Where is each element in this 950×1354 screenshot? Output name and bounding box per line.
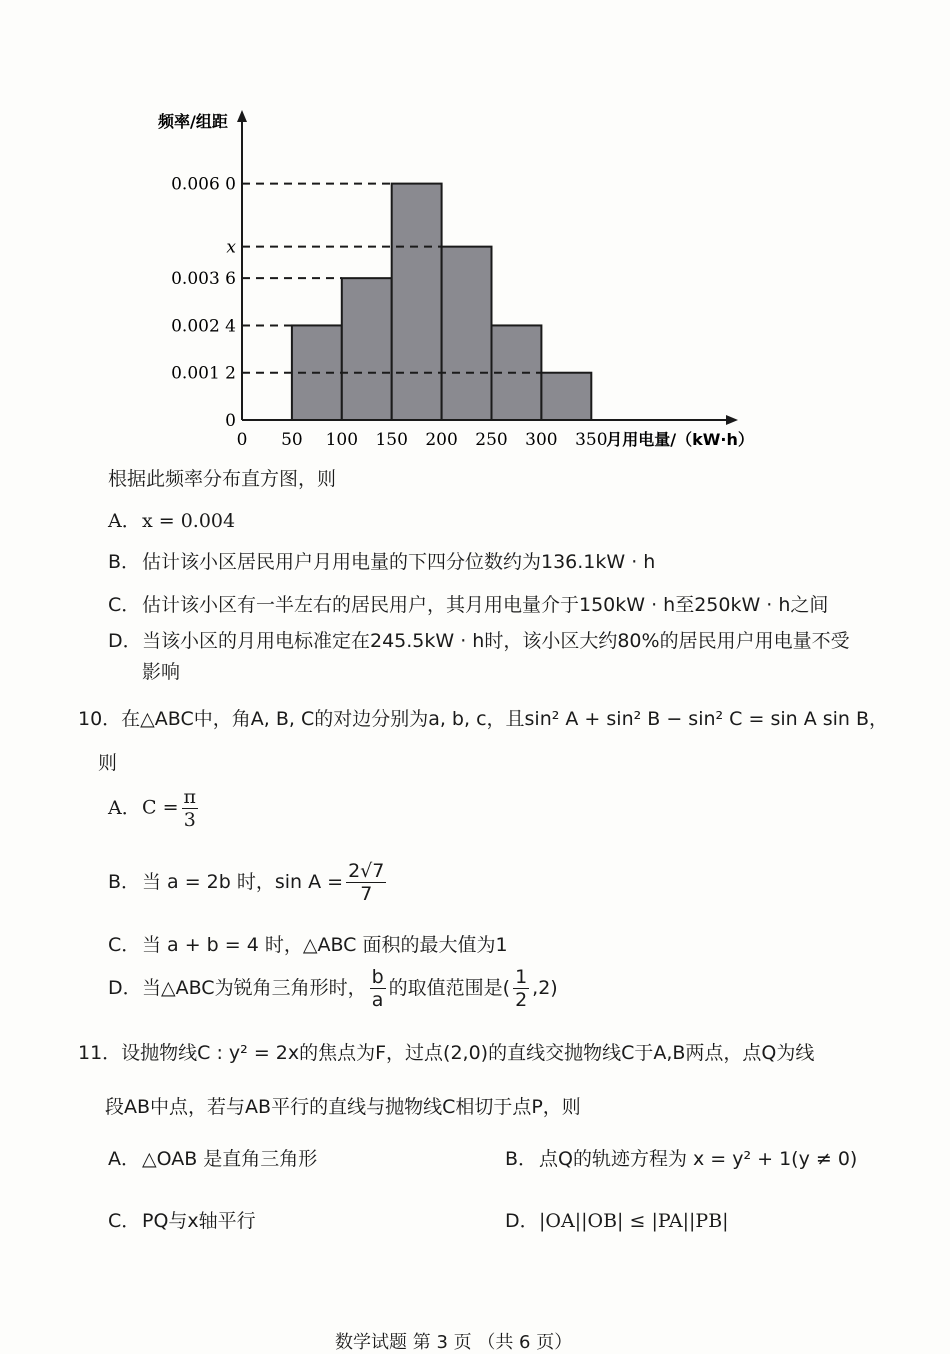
q11-option-b — [505, 1146, 857, 1172]
q11-stem: 11．设抛物线C : y² = 2x的焦点为F，过点(2,0)的直线交抛物线C于A,B两点，点Q为线 — [78, 1042, 815, 1064]
q9-option-d — [108, 628, 850, 654]
numerator: π — [183, 786, 196, 808]
numerator: 2√7 — [348, 860, 385, 882]
option-pre: 当△ABC为锐角三角形时， — [142, 977, 367, 999]
q9-intro: 根据此频率分布直方图，则 — [108, 468, 337, 490]
y-tick-label: 0.003 6 — [171, 269, 236, 290]
option-label: C． — [108, 594, 141, 616]
option-label: D． — [505, 1210, 539, 1232]
x-axis-title: 月用电量/（kW·h） — [606, 430, 754, 449]
histogram-bar — [541, 373, 591, 420]
option-label: B． — [108, 871, 141, 893]
x-tick-label: 350 — [575, 430, 608, 450]
y-tick-label: 0 — [225, 411, 236, 431]
option-text: 估计该小区有一半左右的居民用户，其月用电量介于150kW · h至250kW · h之间 — [142, 594, 829, 616]
denominator: 7 — [360, 883, 373, 905]
option-text-line1: 当该小区的月用电标准定在245.5kW · h时，该小区大约80%的居民用户用电量不受 — [142, 630, 850, 652]
fraction — [182, 786, 199, 831]
y-axis-title: 频率/组距 — [158, 112, 228, 131]
q10-option-b — [108, 860, 389, 905]
y-tick-label: x — [226, 237, 236, 258]
q11-stem-line2: 段AB中点，若与AB平行的直线与抛物线C相切于点P，则 — [105, 1096, 581, 1118]
denominator: a — [371, 989, 384, 1011]
x-tick-label: 50 — [281, 430, 303, 450]
option-text: PQ与x轴平行 — [142, 1210, 256, 1232]
q11-option-d — [505, 1208, 729, 1234]
histogram-bar — [392, 184, 442, 420]
x-tick-label: 200 — [425, 430, 458, 450]
page-footer: 数学试题 第 3 页 （共 6 页） — [335, 1332, 573, 1353]
histogram-bar — [342, 278, 392, 420]
y-axis-arrow — [237, 110, 247, 122]
q10-option-a — [108, 786, 201, 831]
q9-option-b — [108, 549, 655, 575]
option-label: C． — [108, 934, 141, 956]
option-text: 当 a + b = 4 时，△ABC 面积的最大值为1 — [142, 934, 508, 956]
y-tick-label: 0.006 0 — [171, 174, 236, 195]
y-tick-label: 0.001 2 — [171, 363, 236, 384]
x-tick-label: 150 — [375, 430, 408, 450]
option-text: |OA||OB| ≤ |PA||PB| — [539, 1210, 729, 1232]
q9-option-d-line2: 影响 — [142, 661, 181, 683]
histogram-bar — [442, 247, 492, 420]
fraction — [370, 966, 386, 1011]
option-text: △OAB 是直角三角形 — [142, 1148, 318, 1170]
fraction — [346, 860, 386, 905]
x-tick-label: 0 — [236, 430, 248, 450]
frequency-histogram — [150, 100, 790, 460]
option-text: 估计该小区居民用户月用电量的下四分位数约为136.1kW · h — [142, 551, 656, 573]
option-label: D． — [108, 630, 142, 652]
option-text: 点Q的轨迹方程为 x = y² + 1(y ≠ 0) — [539, 1148, 858, 1170]
option-lhs: C = — [142, 796, 179, 819]
option-mid: 的取值范围是( — [388, 977, 511, 999]
option-label: B． — [505, 1148, 538, 1170]
x-tick-label: 250 — [475, 430, 508, 450]
q10-option-d — [108, 966, 558, 1011]
option-pre: 当 a = 2b 时，sin A = — [142, 871, 344, 893]
option-text: x = 0.004 — [142, 510, 236, 532]
option-label: C． — [108, 1210, 141, 1232]
denominator: 3 — [183, 809, 196, 831]
q11-option-c — [108, 1208, 256, 1234]
numerator: b — [371, 966, 384, 988]
q10-stem-line2: 则 — [98, 752, 118, 774]
option-label: D． — [108, 977, 142, 999]
fraction — [513, 966, 529, 1011]
q9-option-c — [108, 592, 828, 618]
denominator: 2 — [515, 989, 528, 1011]
x-tick-label: 300 — [525, 430, 558, 450]
x-axis-arrow — [726, 415, 738, 425]
option-label: A． — [108, 510, 141, 532]
option-label: B． — [108, 551, 141, 573]
numerator: 1 — [515, 966, 528, 988]
option-label: A． — [108, 1148, 140, 1170]
option-post: ,2) — [532, 977, 558, 999]
option-label: A． — [108, 796, 141, 819]
q11-option-a — [108, 1146, 317, 1172]
x-tick-label: 100 — [325, 430, 359, 450]
q10-option-c — [108, 932, 508, 958]
q10-stem: 10．在△ABC中，角A, B, C的对边分别为a, b, c，且sin² A + sin² B − sin² C = sin A sin B， — [78, 708, 889, 730]
q9-option-a — [108, 508, 235, 534]
y-tick-label: 0.002 4 — [171, 316, 236, 337]
